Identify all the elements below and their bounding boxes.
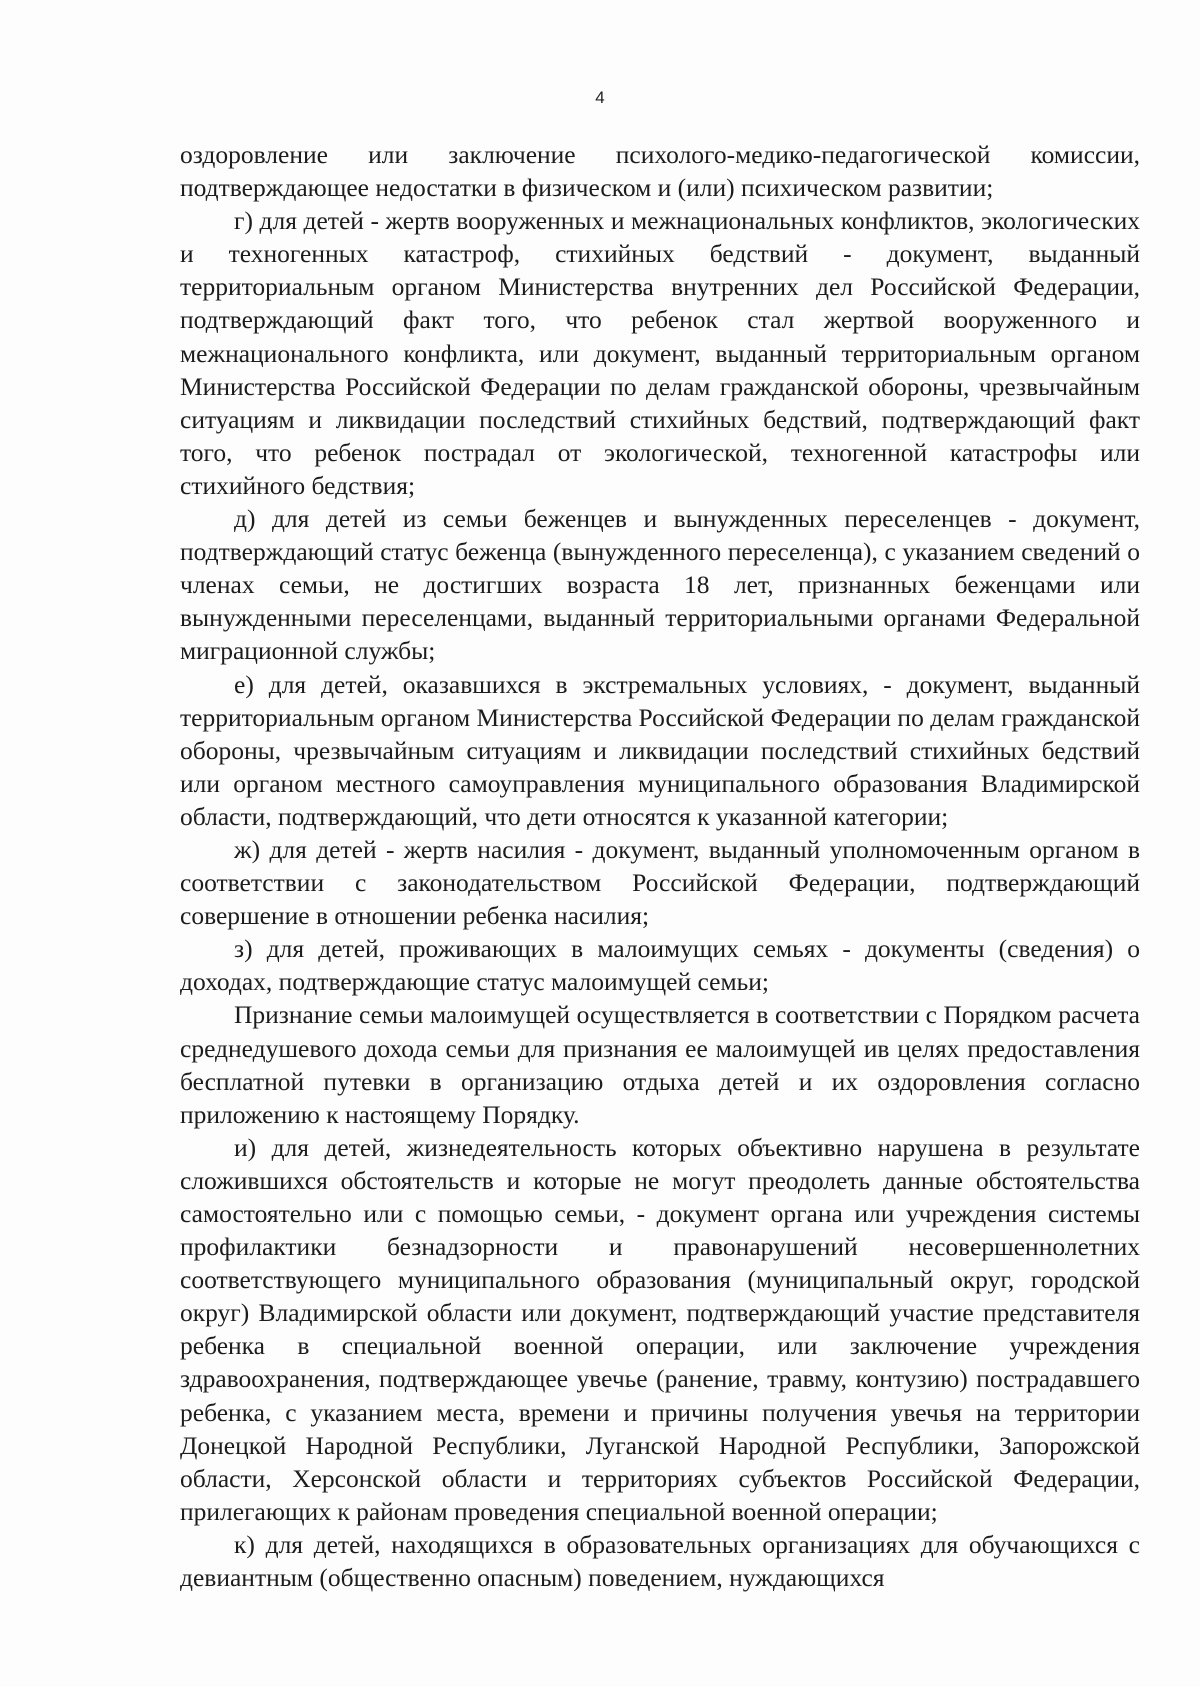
paragraph-low-income-recognition: Признание семьи малоимущей осуществляется в соответствии с Порядком расчета среднедушевого дохода семьи для признания ее малоимущей ив целях предоставления бесплатной путевки в организацию отдыха детей и их оздоровления согласно приложению к настоящему Порядку. [180,1000,1140,1129]
paragraph-continuation: оздоровление или заключение психолого-медико-педагогической комиссии, подтверждающее недостатки в физическом и (или) психическом развитии; [180,140,1140,203]
paragraph-item-g: г) для детей - жертв вооруженных и межнациональных конфликтов, экологических и техногенных катастроф, стихийных бедствий - документ, выданный территориальным органом Министерства внутренних дел Российской Федерации, подтверждающий факт того, что ребенок стал жертвой вооруженного и межнационального конфликта, или документ, выданный территориальным органом Министерства Российской Федерации по делам гражданской обороны, чрезвычайным ситуациям и ликвидации последствий стихийных бедствий, подтверждающий факт того, что ребенок пострадал от экологической, техногенной катастрофы или стихийного бедствия; [180,206,1140,500]
document-body [180,138,1140,1594]
page-number: 4 [595,88,605,107]
paragraph-item-d: д) для детей из семьи беженцев и вынужденных переселенцев - документ, подтверждающий статус беженца (вынужденного переселенца), с указанием сведений о членах семьи, не достигших возраста 18 лет, признанных беженцами или вынужденными переселенцами, выданный территориальными органами Федеральной миграционной службы; [180,504,1140,666]
paragraph-item-e: е) для детей, оказавшихся в экстремальных условиях, - документ, выданный территориальным органом Министерства Российской Федерации по делам гражданской обороны, чрезвычайным ситуациям и ликвидации последствий стихийных бедствий или органом местного самоуправления муниципального образования Владимирской области, подтверждающий, что дети относятся к указанной категории; [180,669,1140,831]
paragraph-item-zh: ж) для детей - жертв насилия - документ, выданный уполномоченным органом в соответствии с законодательством Российской Федерации, подтверждающий совершение в отношении ребенка насилия; [180,834,1140,931]
paragraph-item-z: з) для детей, проживающих в малоимущих семьях - документы (сведения) о доходах, подтверждающие статус малоимущей семьи; [180,934,1140,997]
paragraph-item-k: к) для детей, находящихся в образовательных организациях для обучающихся с девиантным (общественно опасным) поведением, нуждающихся [180,1529,1140,1593]
paragraph-item-i: и) для детей, жизнедеятельность которых объективно нарушена в результате сложившихся обстоятельств и которые не могут преодолеть данные обстоятельства самостоятельно или с помощью семьи, - документ органа или учреждения системы профилактики безнадзорности и правонарушений несовершеннолетних соответствующего муниципального образования (муниципальный округ, городской округ) Владимирской области или документ, подтверждающий участие представителя ребенка в специальной военной операции, или заключение учреждения здравоохранения, подтверждающее увечье (ранение, травму, контузию) пострадавшего ребенка, с указанием места, времени и причины получения увечья на территории Донецкой Народной Республики, Луганской Народной Республики, Запорожской области, Херсонской области и территориях субъектов Российской Федерации, прилегающих к районам проведения специальной военной операции; [180,1132,1140,1526]
